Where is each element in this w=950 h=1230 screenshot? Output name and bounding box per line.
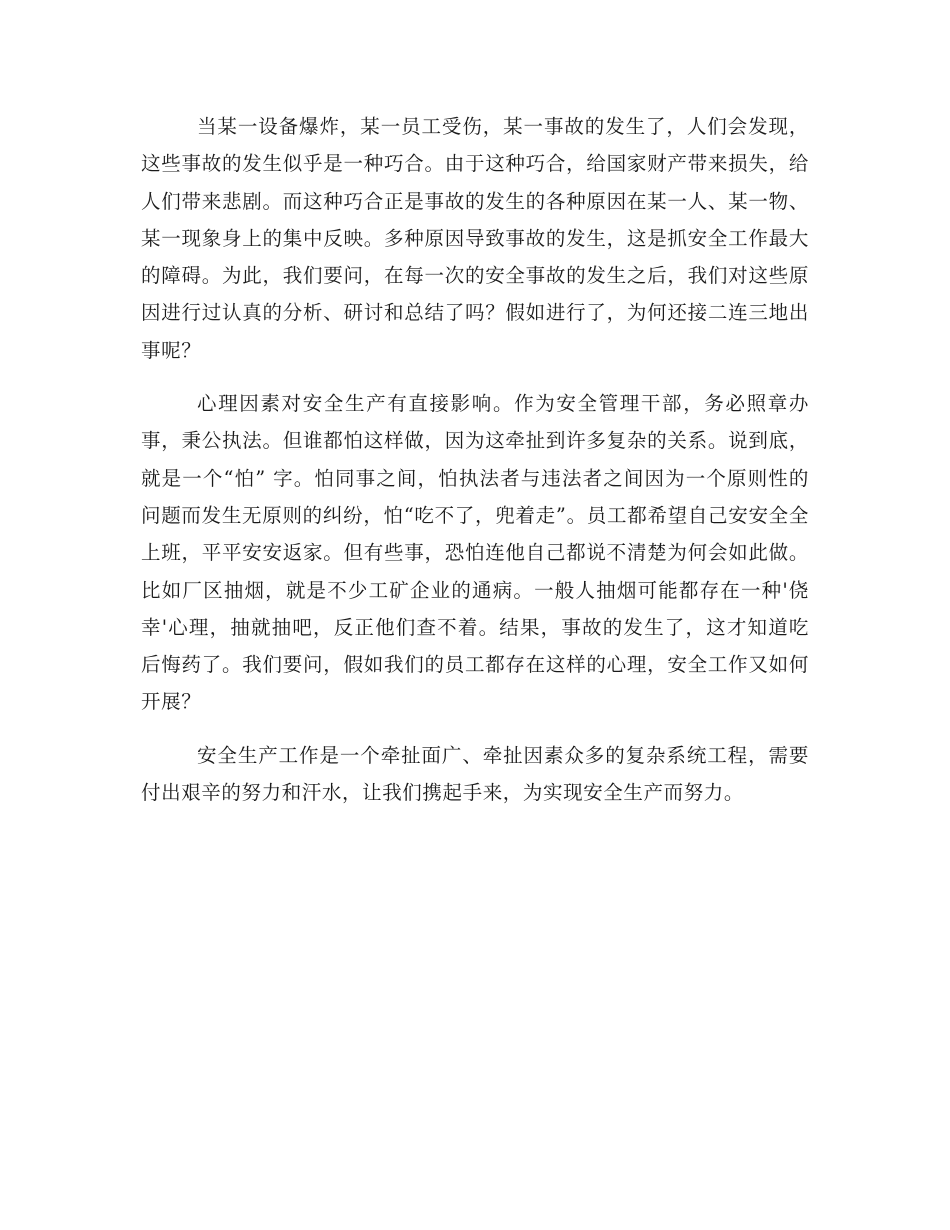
paragraph-accident-causes: 当某一设备爆炸，某一员工受伤，某一事故的发生了，人们会发现，这些事故的发生似乎是一种巧合。由于这种巧合，给国家财产带来损失，给人们带来悲剧。而这种巧合正是事故的发生的各种原因在某一人、某一物、某一现象身上的集中反映。多种原因导致事故的发生，这是抓安全工作最大的障碍。为此，我们要问，在每一次的安全事故的发生之后，我们对这些原因进行过认真的分析、研讨和总结了吗？假如进行了，为何还接二连三地出事呢？ [141,115,809,362]
paragraph-conclusion: 安全生产工作是一个牵扯面广、牵扯因素众多的复杂系统工程，需要付出艰辛的努力和汗水，让我们携起手来，为实现安全生产而努力。 [141,743,809,805]
document-body [141,108,809,827]
paragraph-psychological-factors: 心理因素对安全生产有直接影响。作为安全管理干部，务必照章办事，秉公执法。但谁都怕这样做，因为这牵扯到许多复杂的关系。说到底，就是一个“怕” 字。怕同事之间，怕执法者与违法者之间因为一个原则性的问题而发生无原则的纠纷，怕“吃不了，兜着走”。员工都希望自己安安全全上班，平平安安返家。但有些事，恐怕连他自己都说不清楚为何会如此做。比如厂区抽烟，就是不少工矿企业的通病。一般人抽烟可能都存在一种'侥幸'心理，抽就抽吧，反正他们查不着。结果，事故的发生了，这才知道吃后悔药了。我们要问，假如我们的员工都存在这样的心理，安全工作又如何开展？ [141,392,809,714]
